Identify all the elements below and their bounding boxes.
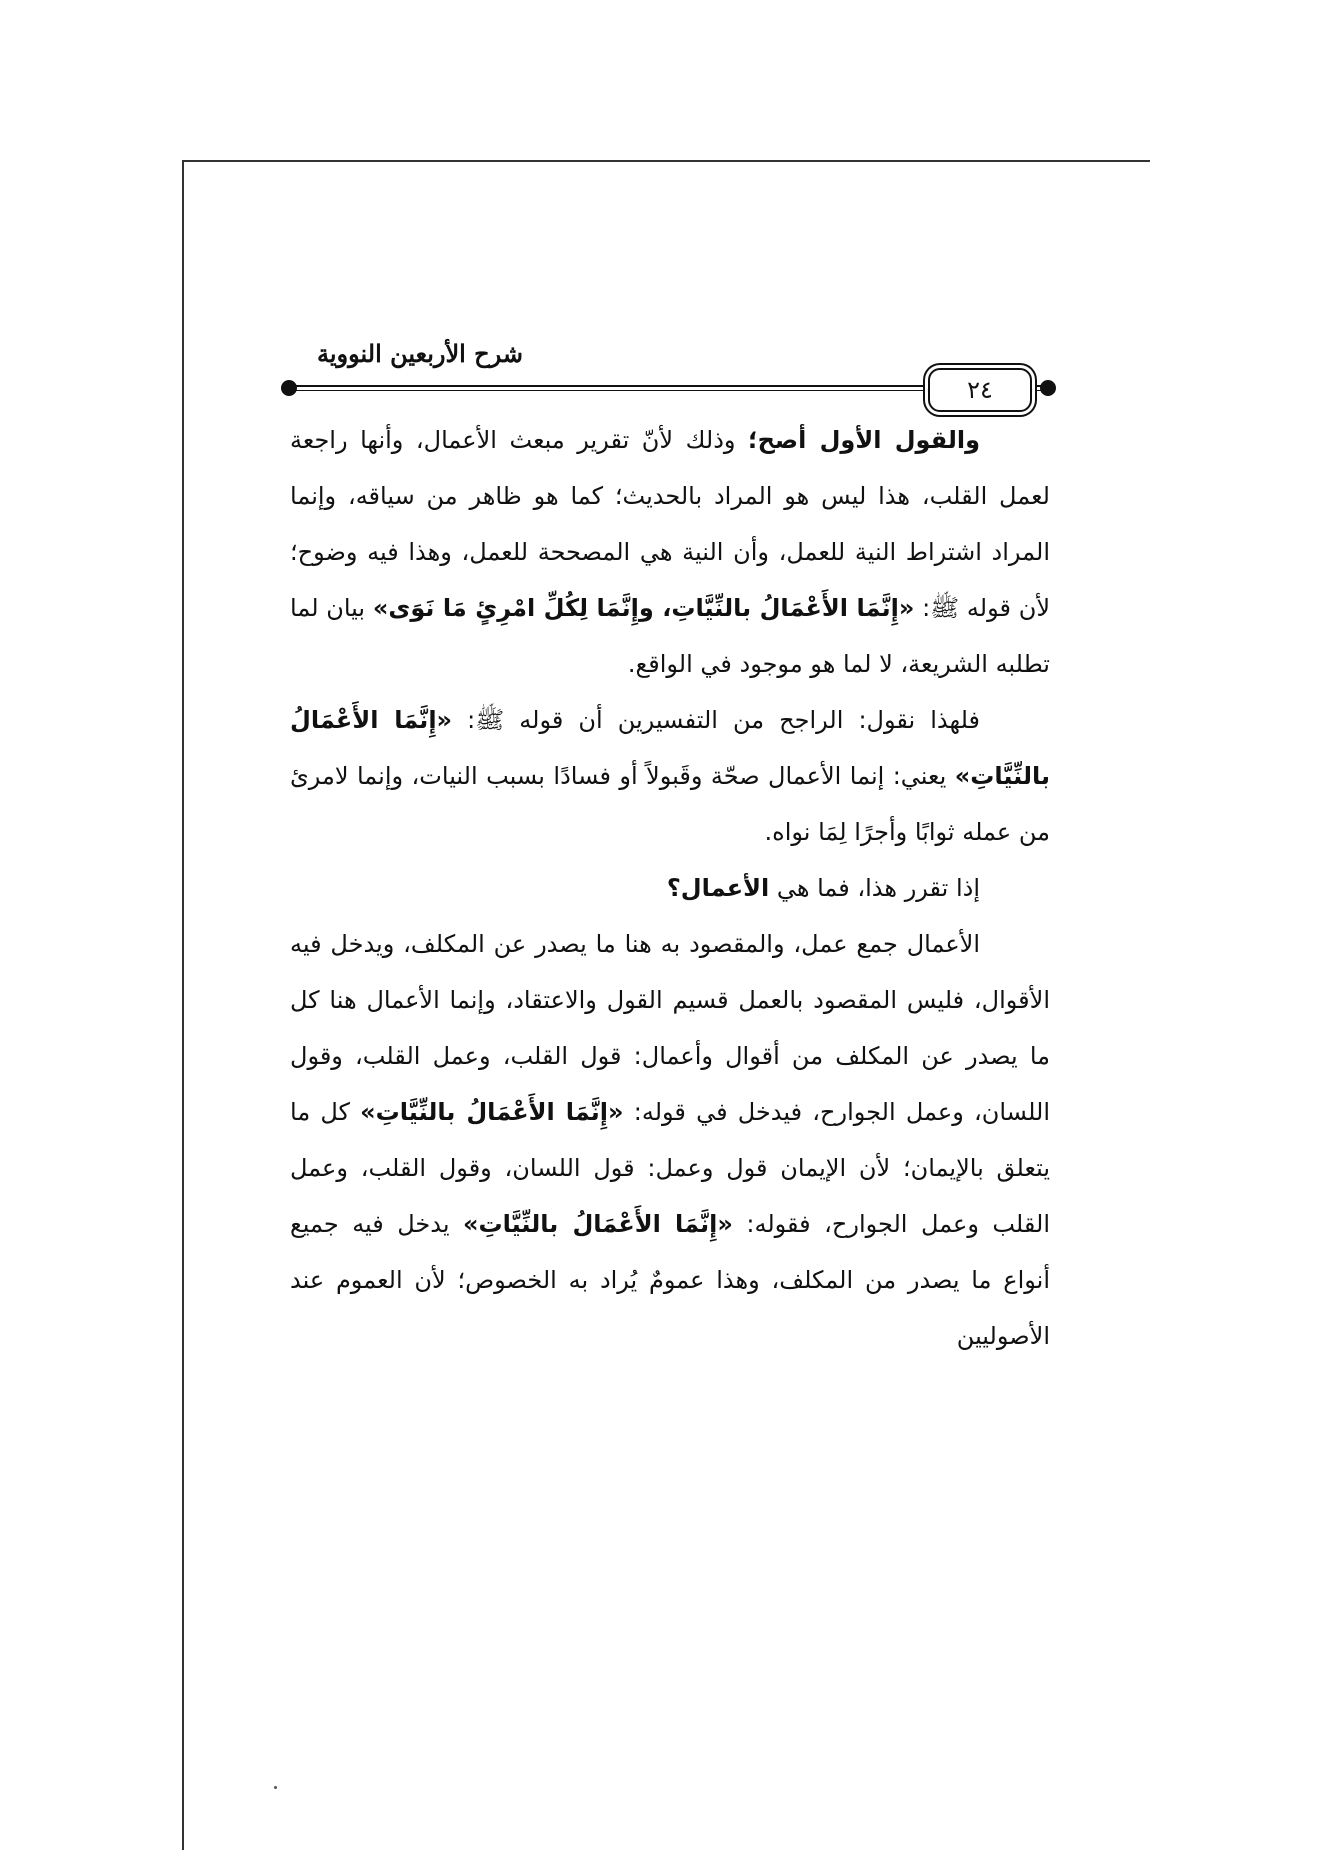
header-rule-left-bullet xyxy=(281,380,297,396)
paragraph-text: يدخل فيه جميع أنواع ما يصدر من المكلف، وهذا عمومٌ يُراد به الخصوص؛ لأن العموم عند الأصوليين xyxy=(290,1210,1050,1350)
page-frame-top-border xyxy=(182,160,1150,162)
paragraph-text: الأعمال جمع عمل، والمقصود به هنا ما يصدر عن المكلف، ويدخل فيه الأقوال، فليس المقصود بالعمل قسيم القول والاعتقاد، وإنما الأعمال هنا كل ما يصدر عن المكلف من أقوال وأعمال: قول القلب، وعمل القلب، وقول اللسان، وعمل الجوارح، فيدخل في قوله: xyxy=(290,930,1051,1126)
paragraph-1 xyxy=(290,412,1050,692)
bold-question: الأعمال؟ xyxy=(666,874,770,902)
scan-speck xyxy=(274,1786,277,1789)
paragraph-text: وذلك لأنّ تقرير مبعث الأعمال، وأنها راجعة لعمل القلب، هذا ليس هو المراد بالحديث؛ كما هو ظاهر من سياقه، وإنما المراد اشتراط النية للعمل، وأن النية هي المصححة للعمل، وهذا فيه وضوح؛ لأن قوله ﷺ: xyxy=(290,426,1051,622)
paragraph-2 xyxy=(290,692,1050,860)
hadith-quote: «إِنَّمَا الأَعْمَالُ بالنِّيَّاتِ، وإِنَّمَا لِكُلِّ امْرِئٍ مَا نَوَى» xyxy=(372,594,915,622)
hadith-quote: «إِنَّمَا الأَعْمَالُ بالنِّيَّاتِ» xyxy=(360,1098,624,1126)
bold-lead-phrase: والقول الأول أصح؛ xyxy=(748,426,980,454)
paragraph-text: بيان لما تطلبه الشريعة، لا لما هو موجود في الواقع. xyxy=(290,594,1050,678)
paragraph-text: فلهذا نقول: الراجح من التفسيرين أن قوله ﷺ: xyxy=(452,706,980,734)
header-rule-right-bullet xyxy=(1040,380,1056,396)
body-text xyxy=(290,412,1050,1364)
paragraph-3 xyxy=(290,860,1050,916)
page-frame-left-border xyxy=(182,160,184,1850)
paragraph-text: يعني: إنما الأعمال صحّة وقَبولاً أو فسادًا بسبب النيات، وإنما لامرئ من عمله ثوابًا وأجرًا لِمَا نواه. xyxy=(290,762,1050,846)
paragraph-4 xyxy=(290,916,1050,1364)
running-title: شرح الأربعين النووية xyxy=(316,339,524,368)
paragraph-text: كل ما يتعلق بالإيمان؛ لأن الإيمان قول وعمل: قول اللسان، وقول القلب، وعمل القلب وعمل الجوارح، فقوله: xyxy=(290,1098,1051,1238)
hadith-quote: «إِنَّمَا الأَعْمَالُ بالنِّيَّاتِ» xyxy=(463,1210,733,1238)
page-number: ٢٤ xyxy=(928,368,1032,412)
hadith-quote: «إِنَّمَا الأَعْمَالُ بالنِّيَّاتِ» xyxy=(290,706,1050,790)
paragraph-text: إذا تقرر هذا، فما هي xyxy=(769,874,980,902)
